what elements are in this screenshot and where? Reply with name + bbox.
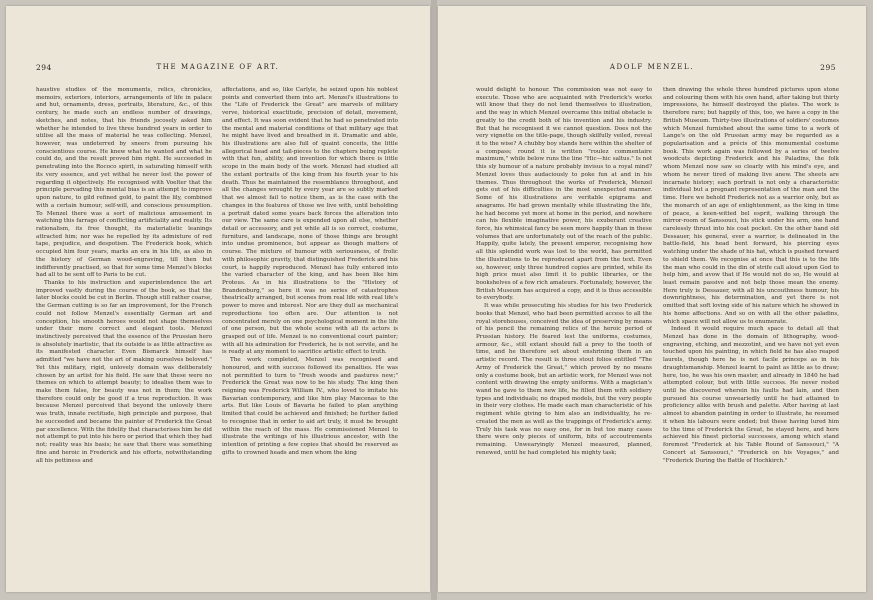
right-page-header <box>468 63 836 73</box>
text-column-right <box>222 87 398 573</box>
text-column-left <box>476 87 652 573</box>
left-page-header <box>36 63 400 73</box>
book-gutter <box>431 0 437 600</box>
paragraph: then drawing the whole three hundred pictures upon stone and colouring them with his own hand, after taking but thirty impressions, he himself destroyed the plates. The work is therefore rare; but happily of this, too, we have a copy in the British Museum. Thirty-two illustrations of soldiers' costumes which Menzel furnished about the same time to a work of Lange's on the old Prussian army may be regarded as a popularisation and a précis of this monumental costume book. This work again was followed by a series of twelve woodcuts depicting Frederick and his Paladins, the folk whom Menzel now saw so clearly with his mind's eye, and whom he never tired of making live anew. The sheets are incarnate history; each portrait is not only a characteristic individual but a pregnant representation of the man and the time. Here we behold Frederick not as a warrior only, but as the monarch of an age of enlightenment, as the king in time of peace, a keen-witted bel esprit, walking through the mirror-room of Sanssouci, his stick under his arm, one hand carelessly thrust into his coat pocket. On the other hand old Dessauer, his general, ever a warrior, is delineated in the battle-field, his head bent forward, his piercing eyes watching under the shade of his hat, which is pushed forward to shield them. We recognise at once that this is to the life the man who could in the din of strife call aloud upon God to help him, and avow that if He would not do so, He would at least remain passive and not help those mean the enemy. Here truly is Dessauer, with all his uncouthness humour, his downrightness, his determination, and yet there is not omitted that soft loving side of his nature which he showed in his home affections. And so on with all the other paladins, which space will not allow us to enumerate. <box>663 87 839 325</box>
page-number: 294 <box>36 63 52 72</box>
text-column-left <box>36 87 212 573</box>
left-page <box>6 6 430 592</box>
paragraph: Thanks to his instruction and superintendence the art improved vastly during the course of the book, so that the later blocks could be cut in Berlin. Though still rather coarse, the German cutting is so far an improvement, for the French could not follow Menzel's essentially German art and conception, his smooth heroes would not shape themselves under their more correct and elegant tools. Menzel instinctively perceived that the essence of the Prussian hero is absolutely inartistic, that its outside is as little attractive as its manifested character. Even Bismarck himself has admitted "we have not the art of making ourselves beloved." Yet this military, rigid, unlovely domain was deliberately chosen by an artist for his field. He saw that these were no themes on which to attempt beauty; to idealise them was to make them false, for beauty was not in them; the work therefore could only be good if a true reproduction. It was because Menzel perceived that beyond the unlovely there was truth, innate rectitude, high principle and purpose, that he succeeded and became the painter of Frederick the Great par excellence. With the fidelity that characterises him he did not attempt to put into his hero or period that which they had not; reality was his basis; he saw that there was something fine and heroic in Frederick and his efforts, notwithstanding all his pettiness and <box>36 279 212 464</box>
paragraph: The work completed, Menzel was recognised and honoured, and with success followed its penalties. He was not permitted to turn to "fresh woods and pastures new;" Frederick the Great was now to be his study. The king then reigning was Frederick William IV., who loved to imitate his Bavarian contemporary, and like him play Mæcenas to the arts. But like Louis of Bavaria he failed to plan anything limited that could be achieved and finished; he further failed to recognise that in order to aid art truly, it must be brought within the reach of the mass. He commissioned Menzel to illustrate the writings of his illustrious ancestor, with the intention of printing a few copies that should be reserved as gifts to crowned heads and men whom the king <box>222 357 398 456</box>
text-column-right <box>663 87 839 553</box>
page-number: 295 <box>820 63 836 72</box>
paragraph: Indeed it would require much space to detail all that Menzel has done in the domain of lithography, wood-engraving, etching, and mezzotint, and we have not yet even touched upon his painting, in which field he has also reaped laurels, though here he is not facile princeps as in his draughtsmanship. Menzel learnt to paint as little as to draw; here, too, he was his own master, and already in 1840 he had attempted colour, but with little success. He never rested until he discovered wherein his faults had lain, and then pursued his course unweariedly until he had attained to proficiency alike with brush and palette. After having at last almost to abandon painting in order to illustrate, he resumed it when his labours were ended; but these having lured him to the time of Frederick the Great, he stayed here, and here achieved his finest pictorial successes, among which stand foremost "Frederick at his Table Round of Sanssouci," "A Concert at Sanssouci," "Frederick on his Voyages," and "Frederick During the Battle of Hochkirch." <box>663 326 839 464</box>
running-head: THE MAGAZINE OF ART. <box>156 63 280 71</box>
paragraph: affectations, and so, like Carlyle, he seized upon his noblest points and converted them into art. Menzel's illustrations to the "Life of Frederick the Great" are marvels of military verve, historical exactitude, precision of detail, movement, and effect. It was soon evident that he had so penetrated into the mental and material conditions of that military age that he might have lived and breathed in it. Dramatic and able, his illustrations are also full of quaint conceits, the little allegorical head and tail-pieces to the chapters being replete with that fun, ability, and invention for which there is little scope in the main body of the work. Menzel had studied all the extant portraits of the king from his fourth year to his death. Thus he maintained the resemblance throughout, and all the changes wrought by every year are so subtly marked that we almost fail to notice them, as is the case with the changes in the features of those we live with, until beholding a portrait dated some years back forces the alteration into our view. The same care is expended upon all else, whether detail or accessory, and yet while all is so correct, costume, furniture, and landscape, none of those things are brought into undue prominence, but appear as though matters of course. The mixture of humour with seriousness, of frolic with philosophic gravity, that distinguished Frederick and his court, is happily reproduced. Menzel has fully entered into the varied character of the king, and has been like him Proteus. As in his illustrations to the "History of Brandenburg," so here it was no series of catastrophes theatrically arranged, but scenes from real life with real life's power to move and interest. Nor are they dull as mechanical reproductions too often are. Our attention is not concentrated merely on one psychological moment in the life of one person, but the whole scene with all its actors is grasped out of life. Menzel is no conventional court painter; with all his admiration for Frederick, he is not servile, and he is ready at any moment to sacrifice artistic effect to truth. <box>222 87 398 356</box>
paragraph: would delight to honour. The commission was not easy to execute. Those who are acquainted with Frederick's works will know that they do not lend themselves to illustration, and the way in which Menzel overcame this initial obstacle is greatly to the credit both of his invention and his industry. But that he recognised it we cannot question. Does not the very vignette on the title-page, though skilfully veiled, reveal it to the wise? A chubby boy stands here within the shelter of a compass; round it is written "roulez commentaire maximum," while below runs the line "Hic—hic saltus." Is not this sly humour of a nature probably invisus to a royal mind? Menzel loves thus audaciously to poke fun at and in his themes. Thus throughout the works of Frederick, Menzel gets out of his difficulties in the most unexpected manner. Some of his illustrations are veritable epigrams and anagrams. He had grown mentally while illustrating the life, he had become yet more at home in the period, and nowhere can his flexible imaginative power, his exuberant creative force, his whimsical fancy be seen more happily than in these volumes that are unfortunately out of the reach of the public. Happily, quite lately, the present emperor, recognising how all this splendid work was lost to the world, has permitted the illustrations to be reproduced apart from the text. Even so, however, only three hundred copies are printed, while its high price must also limit it to public libraries, or the bookshelves of a few rich amateurs. Fortunately, however, the British Museum has acquired a copy, and it is thus accessible to everybody. <box>476 87 652 302</box>
running-head: ADOLF MENZEL. <box>609 63 695 71</box>
paragraph: It was while prosecuting his studies for his two Frederick books that Menzel, who had been permitted access to all the royal storehouses, conceived the idea of preserving by means of his pencil the remaining relics of the heroic period of Prussian history. He feared lest the uniforms, costumes, armour, &c., still extant should fall a prey to the tooth of time, and he therefore set about enshrining them in an artistic record. The result is three stout folios entitled "The Army of Frederick the Great," which proved by no means only a costume book, but an artistic work, for Menzel was not content with drawing the empty uniforms. With a magician's wand he gave to them new life, he filled them with soldiery types and individuals; no draped models, but the very people in their very clothes. He made each man characteristic of his regiment while giving to him also an individuality, he re-created the men as well as the trappings of Frederick's army. Truly his task was no easy one, for in but too many cases there were only pieces of uniform, bits of accoutrements remaining. Unwearyingly Menzel measured, planned, renewed, until he had completed his mighty task; <box>476 303 652 456</box>
paragraph: haustive studies of the monuments, relics, chronicles, memoirs, exteriors, interiors, arrangements of life in palace and hut, ornaments, dress, portraits, literature, &c., of this century, he made such an endless number of drawings, sketches, and notes, that his friends jocosely asked him whether he intended to live three hundred years in order to utilise all the mass of material he was collecting. Menzel, however, was undeterred by sneers from pursuing his conscientious course. He knew what he wanted and what he could do, and the result proved him right. He succeeded in penetrating into the Rococo spirit, in saturating himself with its very essence, and yet withal he never lost the power of regarding it objectively. He recognised with Voelter that the principle pervading this mental bias is an attempt to improve upon nature, to gild refined gold, to paint the lily, combined with a certain humour, self-will, and conscious presumption. To Menzel there was a sort of malicious amusement in watching this farrago of conflicting artificiality and reality. Its rationalism, its free thought, its materialistic leanings attracted him; nor was he repelled by its admixture of red tape, prejudice, and despotism. The Frederick book, which occupied him four years, marks an era in his life, as also in the history of German wood-engraving, till then but indifferently practised, so that for some time Menzel's blocks had all to be sent off to Paris to be cut. <box>36 87 212 279</box>
right-page <box>438 6 866 592</box>
